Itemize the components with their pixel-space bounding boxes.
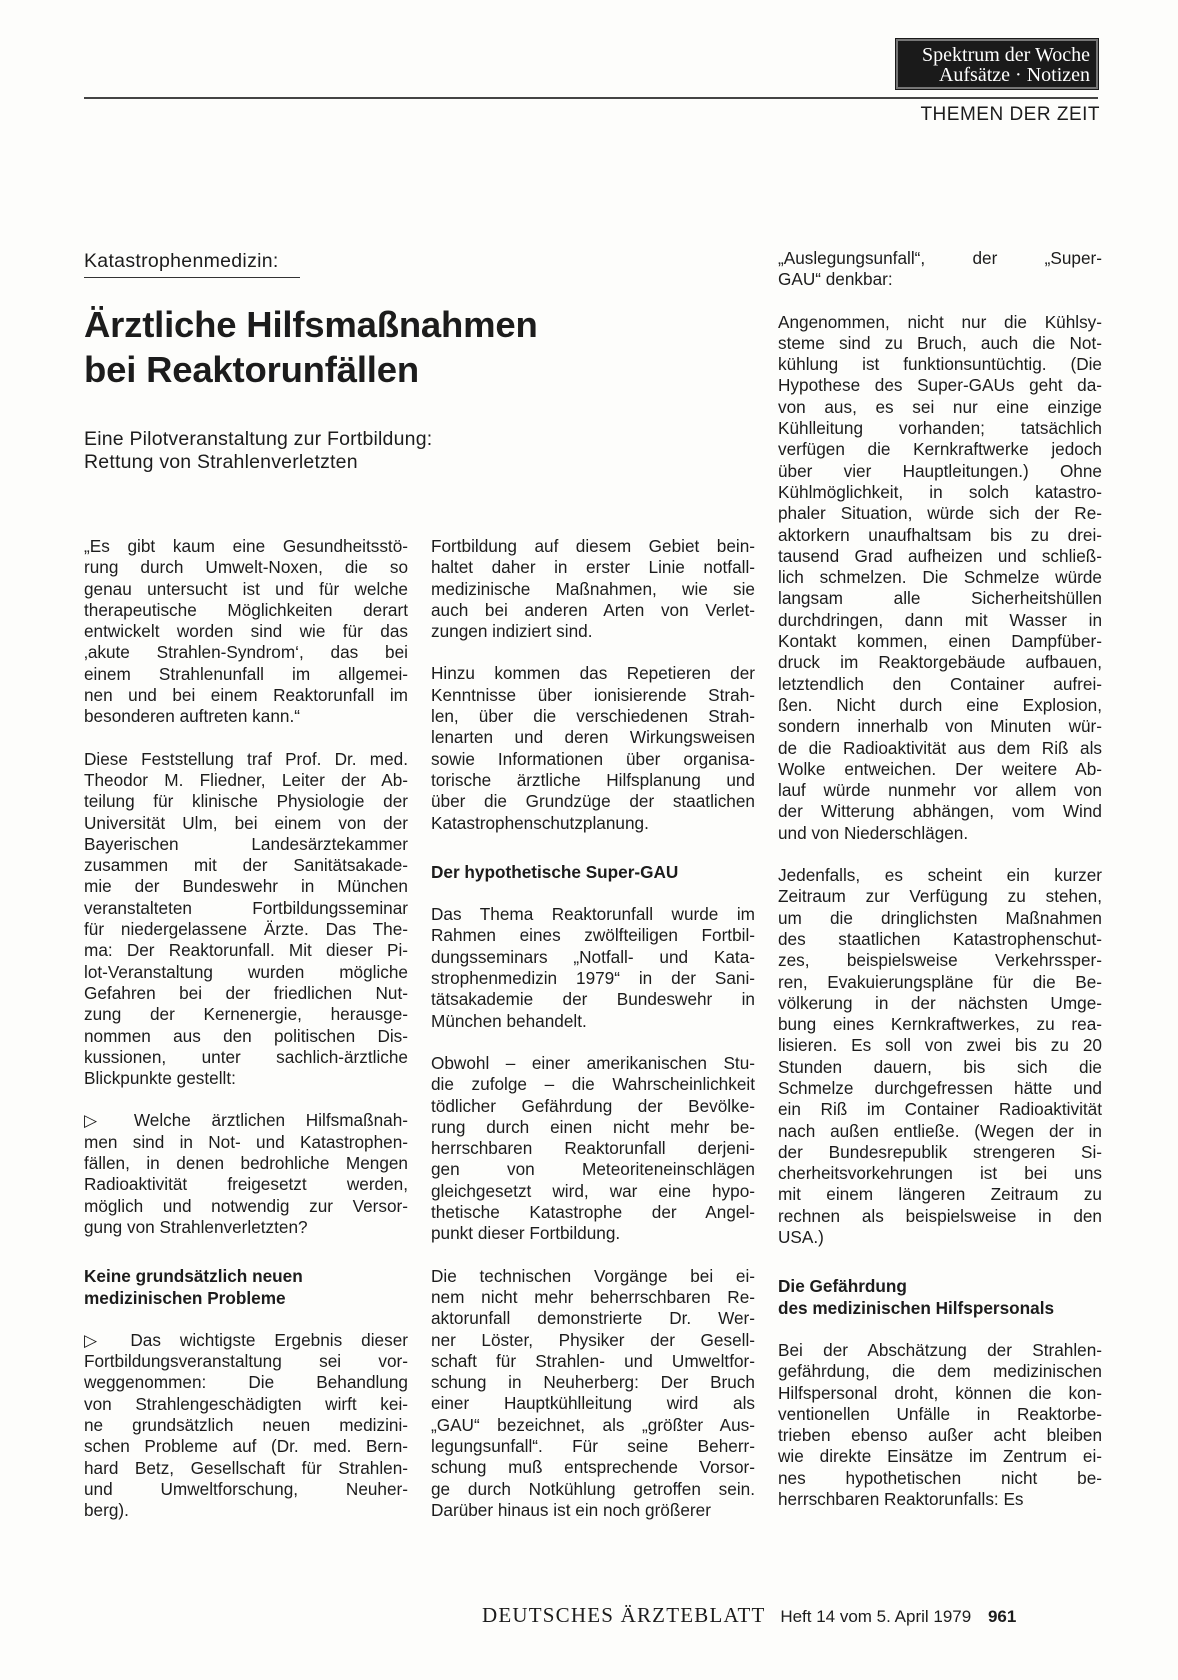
paragraph — [778, 312, 1102, 844]
text-line: Die technischen Vorgänge bei ei- — [431, 1265, 755, 1286]
text-line: Hypothese des Super-GAUs geht da- — [778, 375, 1102, 396]
text-line: Hilfspersonal droht, können die kon- — [778, 1382, 1102, 1403]
text-line: Theodor M. Fliedner, Leiter der Ab- — [84, 769, 408, 790]
text-line: Kenntnisse über ionisierende Strah- — [431, 684, 755, 705]
text-line: Stunden dauern, bis sich die — [778, 1056, 1102, 1077]
text-line: über die Grundzüge der staatlichen — [431, 791, 755, 812]
text-line: Obwohl – einer amerikanischen Stu- — [431, 1052, 755, 1073]
text-line: cherheitsvorkehrungen ist bei uns — [778, 1163, 1102, 1184]
text-line: tödlicher Gefährdung der Bevölke- — [431, 1095, 755, 1116]
text-line: lot-Veranstaltung wurden mögliche — [84, 961, 408, 982]
text-line: schen Probleme auf (Dr. med. Bern- — [84, 1436, 408, 1457]
text-line: der Bundesrepublik strengeren Si- — [778, 1141, 1102, 1162]
text-line: „Auslegungsunfall“, der „Super- — [778, 248, 1102, 268]
section-label: THEMEN DER ZEIT — [920, 104, 1100, 125]
text-line: zungen indiziert sind. — [431, 621, 593, 642]
text-line: „GAU“ bezeichnet, als „größter Aus- — [431, 1414, 755, 1435]
text-line: dungsseminars „Notfall- und Kata- — [431, 946, 755, 967]
text-line: nen und bei einem Reaktorunfall im — [84, 685, 408, 706]
text-line: weggenommen: Die Behandlung — [84, 1372, 408, 1393]
text-line: Darüber hinaus ist ein noch größerer — [431, 1499, 711, 1520]
text-line: herrschbaren Reaktorunfall derjeni- — [431, 1138, 755, 1159]
paragraph — [431, 536, 755, 642]
text-line: berg). — [84, 1500, 129, 1521]
text-line: schaft für Strahlen- und Umweltfor- — [431, 1350, 755, 1371]
text-line: „Es gibt kaum eine Gesundheitsstö- — [84, 536, 408, 556]
text-line: Kontakt kommen, einen Dampfüber- — [778, 631, 1102, 652]
paragraph — [778, 865, 1102, 1248]
paragraph — [84, 536, 408, 728]
text-line: kühlung ist funktionsuntüchtig. (Die — [778, 354, 1102, 375]
text-line: medizinische Maßnahmen, wie sie — [431, 578, 755, 599]
text-line: einem Strahlenunfall im allgemei- — [84, 663, 408, 684]
text-line: die zufolge – die Wahrscheinlichkeit — [431, 1074, 755, 1095]
text-line: möglich und notwendig zur Versor- — [84, 1195, 408, 1216]
article-subtitle — [84, 428, 644, 474]
paragraph — [431, 1266, 755, 1522]
text-line: Bayerischen Landesärztekammer — [84, 833, 408, 854]
text-line: len, über die verschiedenen Strah- — [431, 706, 755, 727]
text-line: legungsunfall“. Für seine Beherr- — [431, 1435, 755, 1456]
text-line: Universität Ulm, bei einem von der — [84, 812, 408, 833]
text-line: entwickelt worden sind wie für das — [84, 621, 408, 642]
text-line: mie der Bundeswehr in München — [84, 876, 408, 897]
text-line: genau untersucht ist und für welche — [84, 578, 408, 599]
text-line: mit einem längeren Zeitraum zu — [778, 1184, 1102, 1205]
text-line: tausend Grad aufheizen und schließ- — [778, 545, 1102, 566]
text-line: Jedenfalls, es scheint ein kurzer — [778, 865, 1102, 886]
text-line: ein Riß im Container Radioaktivität — [778, 1099, 1102, 1120]
text-line: punkt dieser Fortbildung. — [431, 1223, 621, 1244]
text-line: nommen aus den politischen Dis- — [84, 1025, 408, 1046]
journal-name: DEUTSCHES ÄRZTEBLATT — [482, 1603, 766, 1627]
text-line: trieben ebenso außer acht bleiben — [778, 1425, 1102, 1446]
text-line: rung durch einen nicht mehr be- — [431, 1116, 755, 1137]
text-line: nach außen entließe. (Wegen der in — [778, 1120, 1102, 1141]
text-line: ma: Der Reaktorunfall. Mit dieser Pi- — [84, 940, 408, 961]
text-line: gung von Strahlenverletzten? — [84, 1216, 308, 1237]
text-line: medizinischen Probleme — [84, 1287, 286, 1308]
text-line: Rahmen eines zwölfteiligen Fortbil- — [431, 925, 755, 946]
text-line: für niedergelassene Ärzte. Das The- — [84, 919, 408, 940]
text-line: schung in Neuherberg: Der Bruch — [431, 1372, 755, 1393]
text-line: der Witterung abhängen, vom Wind — [778, 801, 1102, 822]
text-line: fällen, in denen bedrohliche Mengen — [84, 1153, 408, 1174]
text-line: zusammen mit der Sanitätsakade- — [84, 855, 408, 876]
title-line-1: Ärztliche Hilfsmaßnahmen — [84, 304, 538, 345]
paragraph — [431, 1053, 755, 1245]
text-line: Keine grundsätzlich neuen — [84, 1266, 303, 1287]
text-line: Kühlleitung vorhanden; tatsächlich — [778, 418, 1102, 439]
section-heading — [84, 1266, 408, 1309]
text-line: Katastrophenschutzplanung. — [431, 812, 649, 833]
text-line: gefährdung, die dem medizinischen — [778, 1361, 1102, 1382]
text-line: schung muß entsprechende Vorsor- — [431, 1457, 755, 1478]
text-line: ßen. Nicht durch eine Explosion, — [778, 694, 1102, 715]
text-line: München behandelt. — [431, 1010, 587, 1031]
text-line: ▷ Das wichtigste Ergebnis dieser — [84, 1329, 408, 1350]
text-line: Radioaktivität freigesetzt werden, — [84, 1174, 408, 1195]
text-line: wie direkte Einsätze im Zentrum ei- — [778, 1446, 1102, 1467]
text-line: teilung für klinische Physiologie der — [84, 791, 408, 812]
text-line: Fortbildung auf diesem Gebiet bein- — [431, 536, 755, 556]
column-3 — [778, 248, 1102, 1531]
text-line: phaler Situation, würde sich der Re- — [778, 503, 1102, 524]
text-line: druck im Reaktorgebäude aufbauen, — [778, 652, 1102, 673]
badge-line-1: Spektrum der Woche — [922, 44, 1090, 66]
text-line: ge durch Notkühlung getroffen sein. — [431, 1478, 755, 1499]
text-line: einer Hauptkühlleitung wird als — [431, 1393, 755, 1414]
text-line: sowie Informationen über organisa- — [431, 748, 755, 769]
text-line: thetische Katastrophe der Angel- — [431, 1202, 755, 1223]
text-line: und von Niederschlägen. — [778, 822, 969, 843]
page-footer — [482, 1603, 1016, 1628]
text-line: lich schmelzen. Die Schmelze würde — [778, 567, 1102, 588]
text-line: ventionellen Unfälle in Reaktorbe- — [778, 1403, 1102, 1424]
text-line: lenarten und deren Wirkungsweisen — [431, 727, 755, 748]
text-line: ‚akute Strahlen-Syndrom‘, das bei — [84, 642, 408, 663]
header-rule — [84, 97, 1098, 99]
text-line: Zeitraum zur Verfügung zu stehen, — [778, 886, 1102, 907]
text-line: Blickpunkte gestellt: — [84, 1068, 236, 1089]
text-line: Der hypothetische Super-GAU — [431, 861, 679, 882]
text-line: Gefahren bei der friedlichen Nut- — [84, 982, 408, 1003]
text-line: über vier Hauptleitungen.) Ohne — [778, 460, 1102, 481]
text-line: Wolke entweichen. Der weitere Ab- — [778, 758, 1102, 779]
text-line: USA.) — [778, 1227, 824, 1248]
text-line: ▷ Welche ärztlichen Hilfsmaßnah- — [84, 1110, 408, 1131]
text-line: rechnen als beispielsweise in den — [778, 1205, 1102, 1226]
text-line: lisieren. Es soll von zwei bis zu 20 — [778, 1035, 1102, 1056]
text-line: haltet daher in erster Linie notfall- — [431, 557, 755, 578]
paragraph — [778, 248, 1102, 291]
text-line: von aus, es sei nur eine einzige — [778, 396, 1102, 417]
column-1 — [84, 536, 408, 1542]
text-line: therapeutische Möglichkeiten derart — [84, 599, 408, 620]
issue-info: Heft 14 vom 5. April 1979 — [780, 1607, 972, 1626]
paragraph — [84, 749, 408, 1090]
text-line: torische ärztliche Hilfsplanung und — [431, 769, 755, 790]
paragraph — [84, 1110, 408, 1238]
text-line: rung durch Umwelt-Noxen, die so — [84, 557, 408, 578]
subtitle-line-1: Eine Pilotveranstaltung zur Fortbildung: — [84, 428, 433, 450]
paragraph — [431, 663, 755, 833]
text-line: und Umweltforschung, Neuher- — [84, 1478, 408, 1499]
text-line: um die dringlichsten Maßnahmen — [778, 907, 1102, 928]
text-line: Diese Feststellung traf Prof. Dr. med. — [84, 748, 408, 769]
text-line: bung eines Kernkraftwerkes, zu rea- — [778, 1014, 1102, 1035]
text-line: aktorunfall demonstrierte Dr. Wer- — [431, 1308, 755, 1329]
text-line: letztendlich den Container aufrei- — [778, 673, 1102, 694]
paragraph — [84, 1330, 408, 1522]
column-2 — [431, 536, 755, 1542]
section-heading — [778, 1276, 1102, 1319]
text-line: ner Löster, Physiker der Gesell- — [431, 1329, 755, 1350]
text-line: herrschbaren Reaktorunfalls: Es — [778, 1489, 1024, 1510]
text-line: lauf würde nunmehr vor allem von — [778, 780, 1102, 801]
article-title — [84, 302, 704, 392]
text-line: zung der Kernenergie, herausge- — [84, 1004, 408, 1025]
text-line: kussionen, unter sachlich-ärztliche — [84, 1046, 408, 1067]
text-line: de die Radioaktivität aus dem Riß als — [778, 737, 1102, 758]
text-line: Angenommen, nicht nur die Kühlsy- — [778, 311, 1102, 332]
text-line: Fortbildungsveranstaltung sei vor- — [84, 1351, 408, 1372]
text-line: Schmelze durchgefressen hätte und — [778, 1077, 1102, 1098]
section-heading — [431, 862, 755, 883]
text-line: sondern innerhalb von Minuten wür- — [778, 716, 1102, 737]
page-number: 961 — [987, 1607, 1017, 1626]
text-line: ren, Evakuierungspläne für die Be- — [778, 971, 1102, 992]
text-line: steme sind zu Bruch, auch die Not- — [778, 332, 1102, 353]
title-line-2: bei Reaktorunfällen — [84, 349, 419, 390]
section-badge — [896, 39, 1098, 89]
text-line: auch bei anderen Arten von Verlet- — [431, 599, 755, 620]
text-line: strophenmedizin 1979“ in der Sani- — [431, 968, 755, 989]
text-line: durchdringen, dann mit Wasser in — [778, 609, 1102, 630]
text-line: langsam alle Sicherheitshüllen — [778, 588, 1102, 609]
kicker-underline — [84, 277, 300, 278]
text-line: verfügen die Kernkraftwerke jedoch — [778, 439, 1102, 460]
paragraph — [431, 904, 755, 1032]
text-line: gleichgesetzt wird, war eine hypo- — [431, 1180, 755, 1201]
text-line: Kühlmöglichkeit, in solch katastro- — [778, 481, 1102, 502]
paragraph — [778, 1340, 1102, 1510]
text-line: völkerung in der nächsten Umge- — [778, 992, 1102, 1013]
text-line: des medizinischen Hilfspersonals — [778, 1297, 1055, 1318]
text-line: besonderen auftreten kann.“ — [84, 706, 300, 727]
subtitle-line-2: Rettung von Strahlenverletzten — [84, 451, 358, 473]
text-line: veranstalteten Fortbildungsseminar — [84, 897, 408, 918]
badge-line-2: Aufsätze · Notizen — [938, 64, 1090, 86]
text-line: des staatlichen Katastrophenschut- — [778, 928, 1102, 949]
text-line: Das Thema Reaktorunfall wurde im — [431, 904, 755, 925]
text-line: Die Gefährdung — [778, 1276, 907, 1297]
text-line: men sind in Not- und Katastrophen- — [84, 1131, 408, 1152]
text-line: aktorkern unaufhaltsam bis zu drei- — [778, 524, 1102, 545]
text-line: hard Betz, Gesellschaft für Strahlen- — [84, 1457, 408, 1478]
text-line: ne grundsätzlich neuen medizini- — [84, 1414, 408, 1435]
article-kicker: Katastrophenmedizin: — [84, 250, 279, 272]
text-line: Hinzu kommen das Repetieren der — [431, 663, 755, 684]
text-line: gen von Meteoriteneinschlägen — [431, 1159, 755, 1180]
text-line: nem nicht mehr beherrschbaren Re- — [431, 1286, 755, 1307]
text-line: Bei der Abschätzung der Strahlen- — [778, 1339, 1102, 1360]
text-line: GAU“ denkbar: — [778, 269, 893, 290]
text-line: von Strahlengeschädigten wirft kei- — [84, 1393, 408, 1414]
text-line: zes, beispielsweise Verkehrssper- — [778, 950, 1102, 971]
text-line: tätsakademie der Bundeswehr in — [431, 989, 755, 1010]
text-line: nes hypothetischen nicht be- — [778, 1467, 1102, 1488]
